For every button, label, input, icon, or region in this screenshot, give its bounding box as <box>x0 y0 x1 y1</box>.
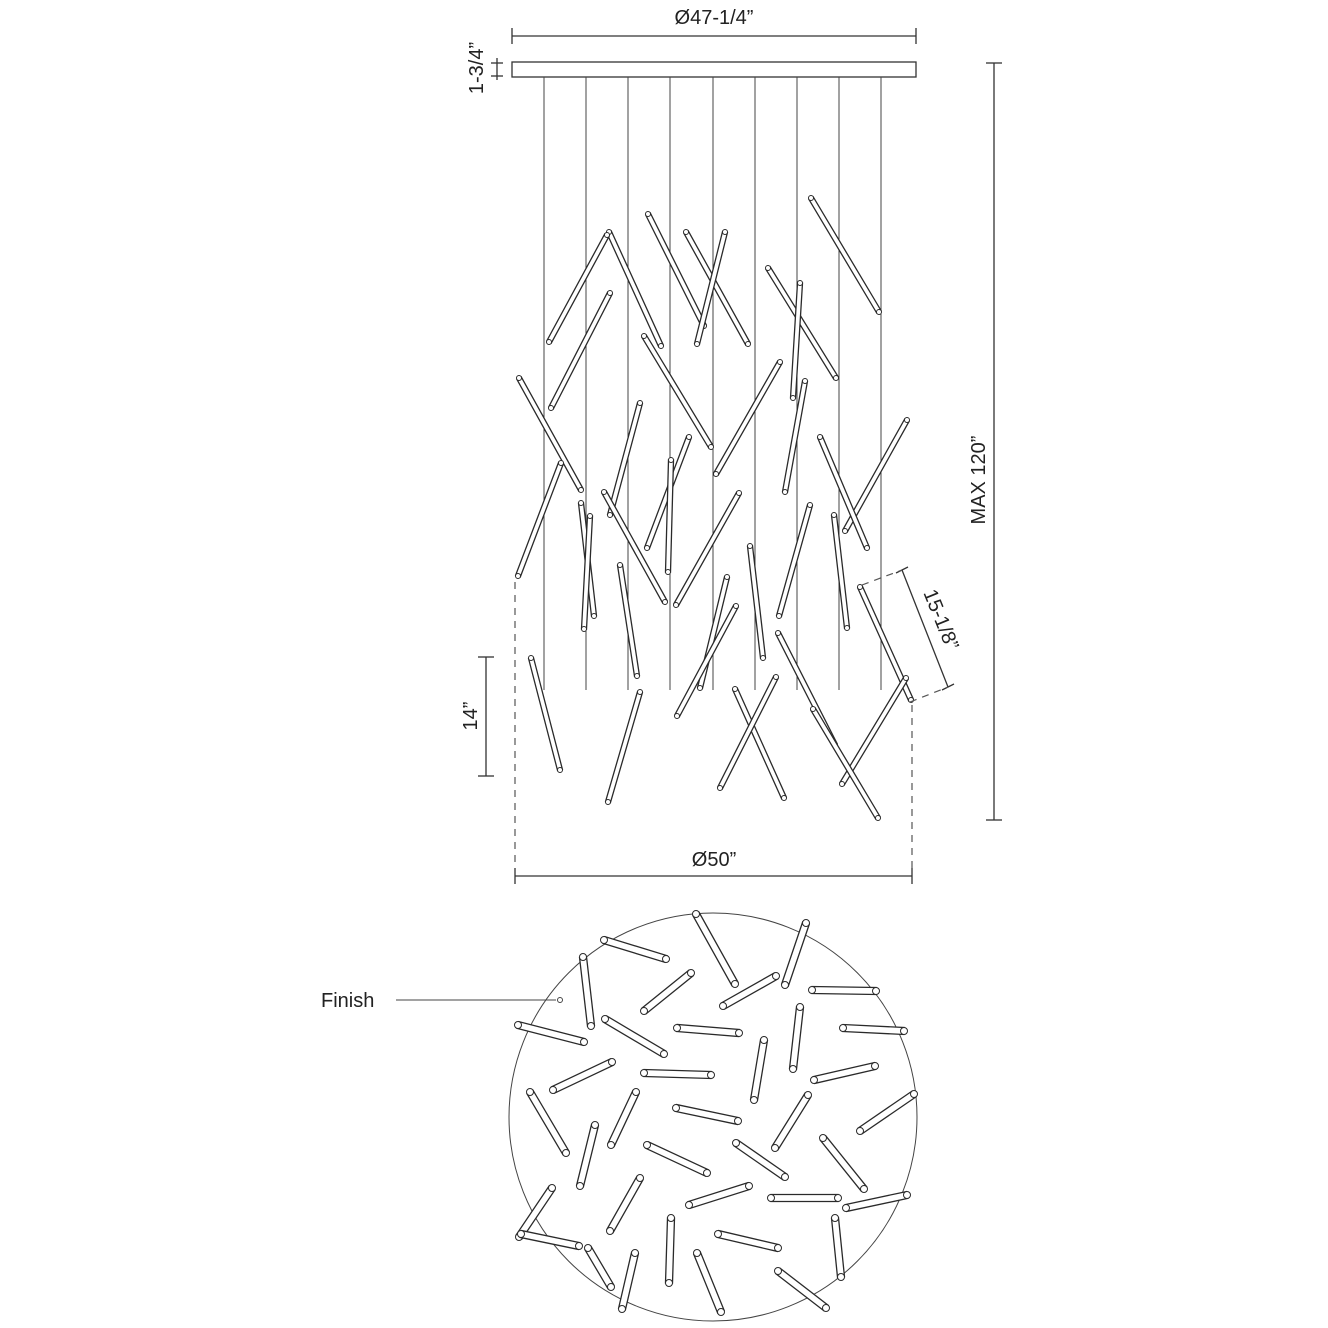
pendant-rod <box>517 376 584 493</box>
bottom-view-rod <box>674 1025 743 1037</box>
canopy-diameter-label: Ø47-1/4” <box>674 7 754 29</box>
max-height-dimension <box>968 63 1002 820</box>
bottom-view-rod <box>607 1175 644 1235</box>
bottom-view-rod <box>768 1195 842 1202</box>
finish-label: Finish <box>321 990 375 1012</box>
bottom-view-rod <box>673 1105 742 1125</box>
bottom-view-rod <box>580 954 595 1030</box>
drop-spacing-dimension <box>460 657 494 776</box>
bottom-view-rod <box>602 1016 668 1058</box>
bottom-view-rod <box>782 920 810 989</box>
pendant-rod <box>549 291 613 411</box>
bottom-view-rod <box>585 1245 615 1291</box>
bottom-view-rod <box>666 1215 675 1287</box>
bottom-view-rod <box>843 1192 911 1212</box>
canopy-diameter-dimension <box>512 7 916 44</box>
bottom-view-rod <box>715 1231 782 1252</box>
bottom-view-rod <box>751 1037 768 1104</box>
bottom-view-rod <box>515 1022 588 1046</box>
front-elevation <box>460 7 1002 884</box>
bottom-view-rod <box>809 987 880 995</box>
finish-callout <box>321 990 563 1012</box>
rod-length-dimension <box>862 567 963 702</box>
bottom-view-rod <box>608 1089 640 1149</box>
bottom-view-rod <box>820 1135 868 1193</box>
rod-length-label: 15-1/8” <box>918 586 963 654</box>
bottom-view-rod <box>601 937 670 963</box>
pendant-rod <box>777 503 813 619</box>
bottom-view-rod <box>518 1231 583 1250</box>
bottom-view-rod <box>641 1070 715 1079</box>
pendant-rod <box>547 233 610 345</box>
bottom-view-rod <box>811 1063 879 1084</box>
pendant-rod <box>809 196 882 315</box>
bottom-view-rod <box>694 1250 725 1316</box>
drop-spacing-label: 14” <box>460 701 482 731</box>
pendant-rod <box>718 675 779 791</box>
canopy <box>512 62 916 77</box>
pendant-rod <box>675 604 739 719</box>
bottom-view-rod <box>790 1004 804 1073</box>
bottom-view-rod <box>550 1059 616 1094</box>
pendant-rod <box>748 544 766 661</box>
pendant-rod <box>607 230 664 349</box>
bottom-view-rod <box>641 970 695 1015</box>
pendant-rod <box>642 334 714 450</box>
canopy-height-dimension <box>466 42 503 94</box>
bottom-view-rod <box>772 1092 812 1152</box>
bottom-view-rod <box>832 1215 845 1281</box>
canopy-height-label: 1-3/4” <box>466 41 488 95</box>
bottom-view-rod <box>577 1122 599 1190</box>
max-height-label: MAX 120” <box>968 435 990 525</box>
bottom-view-rod <box>693 911 739 988</box>
pendant-rod <box>516 461 564 579</box>
hanging-rods <box>516 196 914 821</box>
pendant-rod <box>606 690 643 805</box>
pendant-rod <box>608 401 643 518</box>
pendant-rod <box>695 230 728 347</box>
pendant-rod <box>529 656 563 773</box>
pendant-rod <box>666 458 674 575</box>
bottom-view-rods <box>515 911 918 1316</box>
fixture-diameter-label: Ø50” <box>691 849 737 871</box>
pendant-rod <box>714 360 783 477</box>
bottom-view-rod <box>644 1142 711 1177</box>
pendant-rod <box>646 212 707 329</box>
pendant-rod <box>674 491 742 608</box>
pendant-rod <box>684 230 751 347</box>
pendant-rod <box>811 707 881 821</box>
bottom-view-rod <box>686 1183 753 1209</box>
pendant-rod <box>791 281 803 401</box>
pendant-rod <box>602 490 668 605</box>
bottom-view <box>321 911 918 1322</box>
bottom-view-rod <box>840 1025 908 1035</box>
bottom-view-rod <box>857 1091 918 1135</box>
bottom-view-rod <box>527 1089 570 1157</box>
